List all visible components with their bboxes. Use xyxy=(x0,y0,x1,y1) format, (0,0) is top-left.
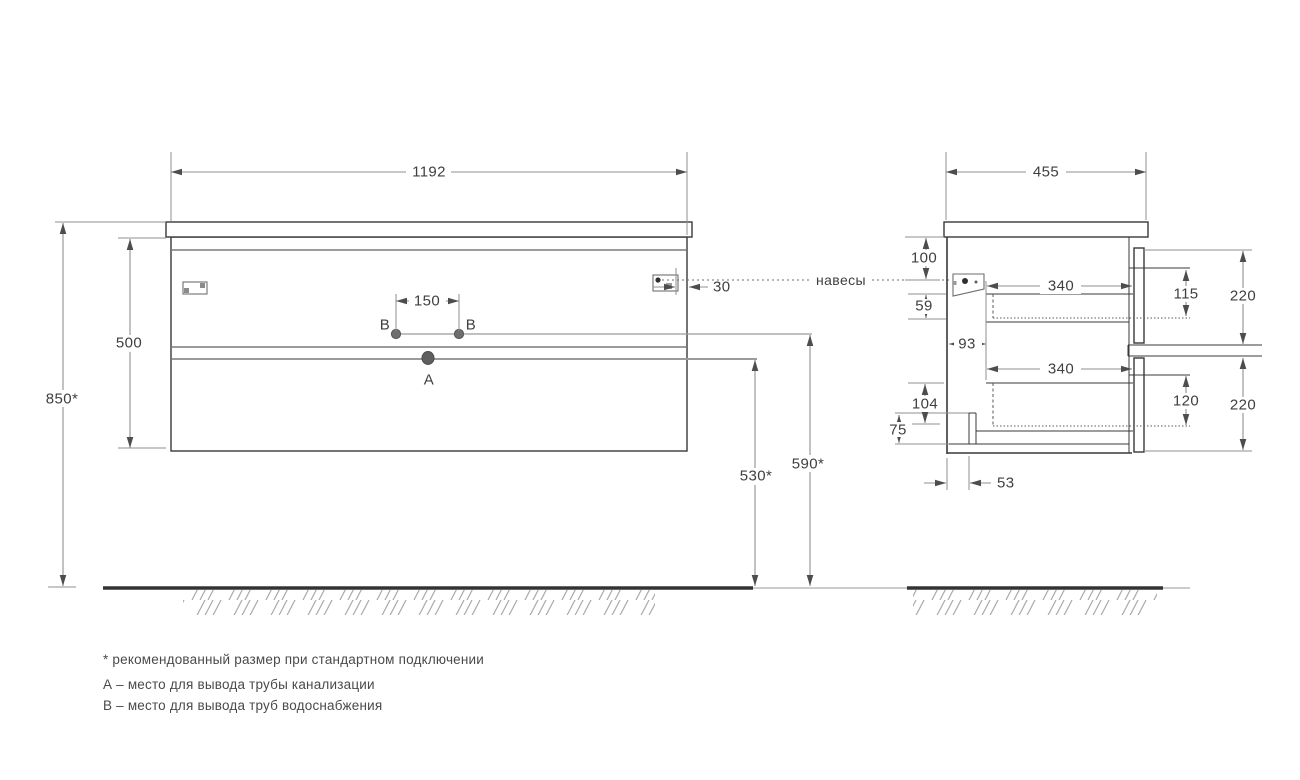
dimension-value: 340 xyxy=(1047,277,1075,295)
dimension-value: 53 xyxy=(997,474,1015,492)
dimension-value: 93 xyxy=(958,335,976,353)
dimension-inner-height-120 xyxy=(1169,376,1204,425)
dimension-pipe-offset-53 xyxy=(924,456,1015,492)
footnote-a: А – место для вывода трубы канализации xyxy=(103,677,375,692)
dimension-mounting-height-850 xyxy=(41,222,166,587)
dimension-value: 220 xyxy=(1229,396,1257,414)
hanger-pad xyxy=(953,281,957,285)
dimension-hanger-drop-100 xyxy=(905,237,944,280)
dimension-value: 59 xyxy=(915,297,933,315)
label-a: А xyxy=(423,371,435,389)
dimension-value: 115 xyxy=(1173,285,1199,303)
dimension-value: 100 xyxy=(910,249,938,267)
dimension-value: 30 xyxy=(713,278,731,296)
dimension-value: 120 xyxy=(1172,392,1200,410)
footnote-recommended: * рекомендованный размер при стандартном подключении xyxy=(103,652,485,667)
dimension-value: 590* xyxy=(791,455,825,473)
hanger-screw xyxy=(655,277,660,282)
dimension-inner-height-115 xyxy=(1169,270,1204,316)
hangers-label: навесы xyxy=(815,272,867,288)
dimension-drain-height-530 xyxy=(734,360,778,586)
dimension-value: 850* xyxy=(45,390,79,408)
dimension-59 xyxy=(908,294,946,319)
dimension-75 xyxy=(886,415,912,443)
hanger-screw xyxy=(962,278,968,284)
front-view xyxy=(41,152,831,587)
dimension-value: 500 xyxy=(115,334,143,352)
hanger-outline xyxy=(953,274,984,296)
label-b-left: В xyxy=(379,316,391,334)
hanger-pad xyxy=(666,283,672,289)
dimension-value: 150 xyxy=(413,292,441,310)
side-view xyxy=(886,152,1262,492)
floor-hatching-side xyxy=(913,590,1157,615)
hanger-bracket-left xyxy=(183,282,207,294)
dimension-value: 340 xyxy=(1047,360,1075,378)
label-b-right: В xyxy=(465,316,477,334)
hanger-pin xyxy=(975,281,978,284)
dimension-value: 75 xyxy=(889,421,907,439)
floor-hatching-front xyxy=(183,590,655,615)
hanger-outline xyxy=(653,275,678,291)
dimension-drawer-depth-top-340 xyxy=(987,278,1132,295)
dimension-value: 104 xyxy=(911,395,939,413)
drawer-front-bottom xyxy=(1134,358,1144,452)
dimension-value: 530* xyxy=(739,467,773,485)
hanger-bracket-right xyxy=(653,275,678,291)
drain-point xyxy=(422,352,434,365)
countertop-side xyxy=(944,222,1148,237)
dimension-104 xyxy=(906,383,944,424)
dimension-value: 220 xyxy=(1229,287,1257,305)
dimension-value: 455 xyxy=(1032,163,1060,181)
hanger-pad xyxy=(184,288,189,293)
dimension-height-500 xyxy=(110,238,166,448)
dimension-supply-height-590 xyxy=(787,335,831,586)
drawer-front-top xyxy=(1134,248,1144,343)
hanger-pad xyxy=(200,283,205,288)
cabinet-body xyxy=(171,237,687,451)
footnotes xyxy=(103,652,484,713)
floor xyxy=(103,588,1190,615)
footnote-b: В – место для вывода труб водоснабжения xyxy=(103,698,383,713)
countertop xyxy=(166,222,692,237)
hanger-bracket-side xyxy=(953,274,984,296)
dimension-drawer-depth-bottom-340 xyxy=(987,361,1132,378)
dimension-depth-455 xyxy=(946,152,1146,220)
dimension-value: 1192 xyxy=(412,163,446,181)
